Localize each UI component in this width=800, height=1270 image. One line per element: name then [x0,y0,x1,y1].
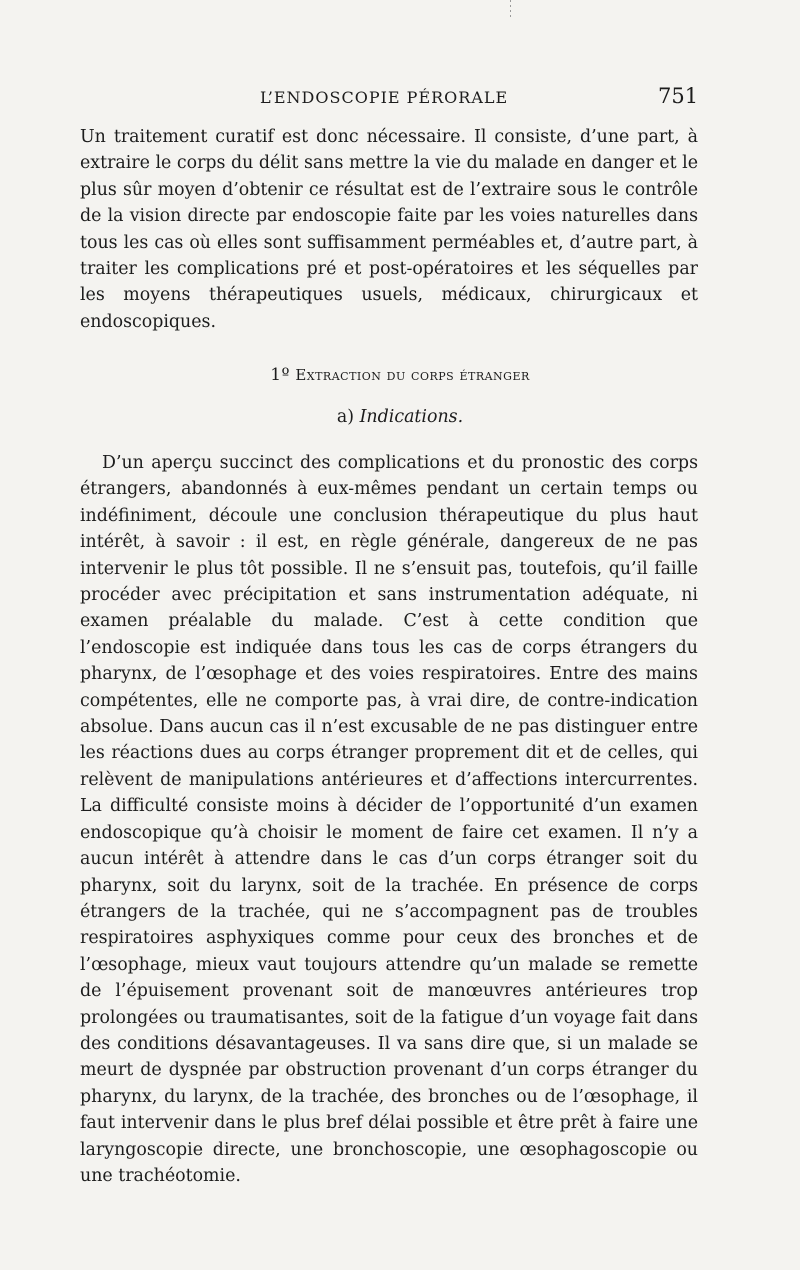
intro-paragraph: Un traitement curatif est donc nécessaire. Il consiste, d’une part, à extraire le corps du délit sans mettre la vie du malade en danger et le plus sûr moyen d’obtenir ce résultat est de l’extraire sous le contrôle de la vision directe par endoscopie faite par les voies naturelles dans tous les cas où elles sont suffisamment perméables et, d’autre part, à traiter les complications pré et post-opératoires et les séquelles par les moyens thérapeutiques usuels, médicaux, chirurgicaux et endoscopiques. [80,127,698,332]
subsection-title: Indications. [359,407,464,427]
body-paragraph: D’un aperçu succinct des complications et du pronostic des corps étrangers, abandonnés à eux-mêmes pendant un certain temps ou indéfiniment, découle une conclusion thérapeutique du plus haut intérêt, à savoir : il est, en règle générale, dangereux de ne pas intervenir le plus tôt possible. Il ne s’ensuit pas, toutefois, qu’il faille procéder avec précipitation et sans instrumentation adéquate, ni examen préalable du malade. C’est à cette condition que l’endoscopie est indiquée dans tous les cas de corps étrangers du pharynx, de l’œsophage et des voies respiratoires. Entre des mains compétentes, elle ne comporte pas, à vrai dire, de contre-indication absolue. Dans aucun cas il n’est excusable de ne pas distinguer entre les réactions dues au corps étranger proprement dit et de celles, qui relèvent de manipulations antérieures et d’affections intercurrentes. La difficulté consiste moins à décider de l’opportunité d’un examen endoscopique qu’à choisir le moment de faire cet examen. Il n’y a aucun intérêt à attendre dans le cas d’un corps étranger soit du pharynx, soit du larynx, soit de la trachée. En présence de corps étrangers de la trachée, qui ne s’accompagnent pas de troubles respiratoires asphyxiques comme pour ceux des bronches et de l’œsophage, mieux vaut toujours attendre qu’un malade se remette de l’épuisement provenant soit de manœuvres antérieures trop prolongées ou traumatisantes, soit de la fatigue d’un voyage fait dans des conditions désavantageuses. Il va sans dire que, si un malade se meurt de dyspnée par obstruction provenant d’un corps étranger du pharynx, du larynx, de la trachée, des bronches ou de l’œsophage, il faut intervenir dans le plus bref délai possible et être prêt à faire une laryngoscopie directe, une bronchoscopie, une œsophagoscopie ou une trachéotomie. [80,453,698,1186]
section-number: 1º [270,365,291,385]
page-number: 751 [658,84,699,108]
subsection-heading [0,407,800,427]
running-head [260,88,508,107]
page-edge-mark [510,0,511,18]
subsection-letter: a) [336,407,355,427]
section-heading [0,365,800,385]
section-title: Extraction du corps étranger [295,366,530,384]
running-title: L’ENDOSCOPIE PÉRORALE [260,88,509,107]
